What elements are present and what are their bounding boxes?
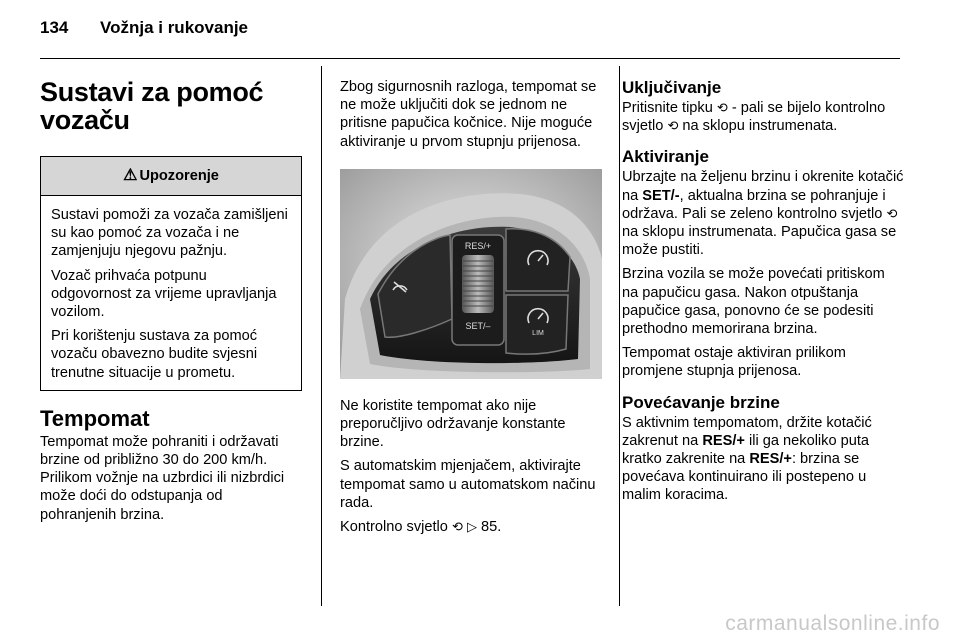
warning-body [41, 196, 301, 390]
column-divider-2 [619, 66, 620, 606]
page-number: 134 [40, 18, 69, 37]
activation-paragraph: Brzina vozila se može povećati pritiskom na papučicu gasa. Nakon otpuštanja papučice gasa, ponovno će se podesiti prethodno memorirana brzina. [622, 266, 885, 338]
increase-speed-section [622, 393, 904, 505]
res-label-bold: RES/+ [749, 451, 792, 468]
steering-wheel-controls-image [340, 169, 602, 379]
section-title [40, 78, 302, 134]
right-column [622, 78, 904, 517]
text-span: na sklopu instrumenata. Papučica gasa se može pustiti. [622, 224, 897, 259]
warning-paragraph: Ne koristite tempomat ako nije preporučljivo održavanje konstante brzine. [340, 397, 566, 451]
cruise-control-icon: ⟲ [667, 118, 679, 134]
warning-paragraph: Vozač prihvaća potpunu odgovornost za vrijeme upravljanja vozilom. [51, 267, 277, 321]
res-label: RES/+ [464, 240, 492, 251]
middle-column [340, 78, 602, 542]
set-label: SET/– [465, 320, 491, 331]
page-header [40, 18, 248, 38]
control-light-text: Kontrolno svjetlo [340, 519, 448, 536]
lim-label: LIM [532, 329, 544, 337]
cruise-control-icon: ⟲ [886, 205, 898, 221]
activation-paragraph: Tempomat ostaje aktiviran prilikom promjene stupnja prijenosa. [622, 345, 846, 380]
activation-text [622, 168, 904, 259]
warning-paragraph: Sustavi pomoži za vozača zamišljeni su kao pomoć za vozača i ne zamjenjuju njegovu pažnju. [51, 207, 288, 260]
activation-heading: Aktiviranje [622, 147, 709, 167]
switch-on-heading: Uključivanje [622, 78, 722, 97]
text-span: - pali se bijelo kontrolno svjetlo [622, 100, 886, 135]
tempomat-heading: Tempomat [40, 405, 150, 431]
left-column [40, 66, 302, 530]
text-span: ili ga nekoliko puta kratko zakrenite na [622, 432, 870, 468]
watermark: carmanualsonline.info [725, 612, 940, 635]
text-span: Pritisnite tipku [622, 100, 713, 116]
header-divider [40, 58, 900, 59]
switch-on-section [622, 78, 904, 135]
steering-wheel-controls-illustration [340, 169, 602, 379]
header-title: Vožnja i rukovanje [100, 18, 249, 37]
section-title-line2: vozaču [40, 105, 130, 135]
set-label-bold: SET/- [642, 187, 680, 204]
section-title-line1: Sustavi za pomoć [40, 77, 264, 107]
res-label-bold: RES/+ [702, 432, 745, 449]
warning-paragraph: Pri korištenju sustava za pomoć vozaču obavezno budite svjesni trenutne situacije u prometu. [51, 328, 258, 381]
control-light-reference [340, 518, 602, 536]
warning-header [41, 157, 301, 196]
text-span: S aktivnim tempomatom, držite kotačić zakrenut na [622, 414, 872, 449]
warning-box [40, 156, 302, 391]
increase-speed-heading: Povećavanje brzine [622, 392, 780, 412]
safety-paragraph: Zbog sigurnosnih razloga, tempomat se ne može uključiti dok se jednom ne pritisne papučica kočnice. Nije moguće aktiviranje u prvom stupnju prijenosa. [340, 79, 597, 150]
column-divider-1 [321, 66, 322, 606]
thumbwheel [462, 255, 494, 313]
warning-title: Upozorenje [139, 168, 219, 184]
cruise-control-icon: ⟲ [716, 100, 728, 115]
cruise-control-icon: ⟲ [451, 519, 463, 535]
text-span: : brzina se povećava kontinuirano ili postepeno u malim koracima. [622, 451, 867, 504]
automatic-paragraph: S automatskim mjenjačem, aktivirajte tempomat samo u automatskom načinu rada. [340, 458, 596, 511]
activation-section [622, 147, 904, 380]
increase-speed-text [622, 414, 904, 505]
warning-triangle-icon: ⚠ [123, 167, 138, 184]
switch-on-text [622, 99, 904, 135]
text-span: Ubrzajte na željenu brzinu i okrenite kotačić na [622, 169, 904, 204]
tempomat-text: Tempomat može pohraniti i održavati brzine od približno 30 do 200 km/h. Prilikom vožnje na uzbrdici ili nizbrdici može doći do odstupanja od pohranjenih brzina. [40, 433, 285, 523]
page-reference[interactable]: 85. [481, 519, 502, 536]
text-span: na sklopu instrumenata. [678, 118, 838, 135]
reference-arrow-icon: ▷ [466, 519, 477, 535]
text-span: , aktualna brzina se pohranjuje i održava. Pali se zeleno kontrolno svjetlo [622, 187, 886, 222]
